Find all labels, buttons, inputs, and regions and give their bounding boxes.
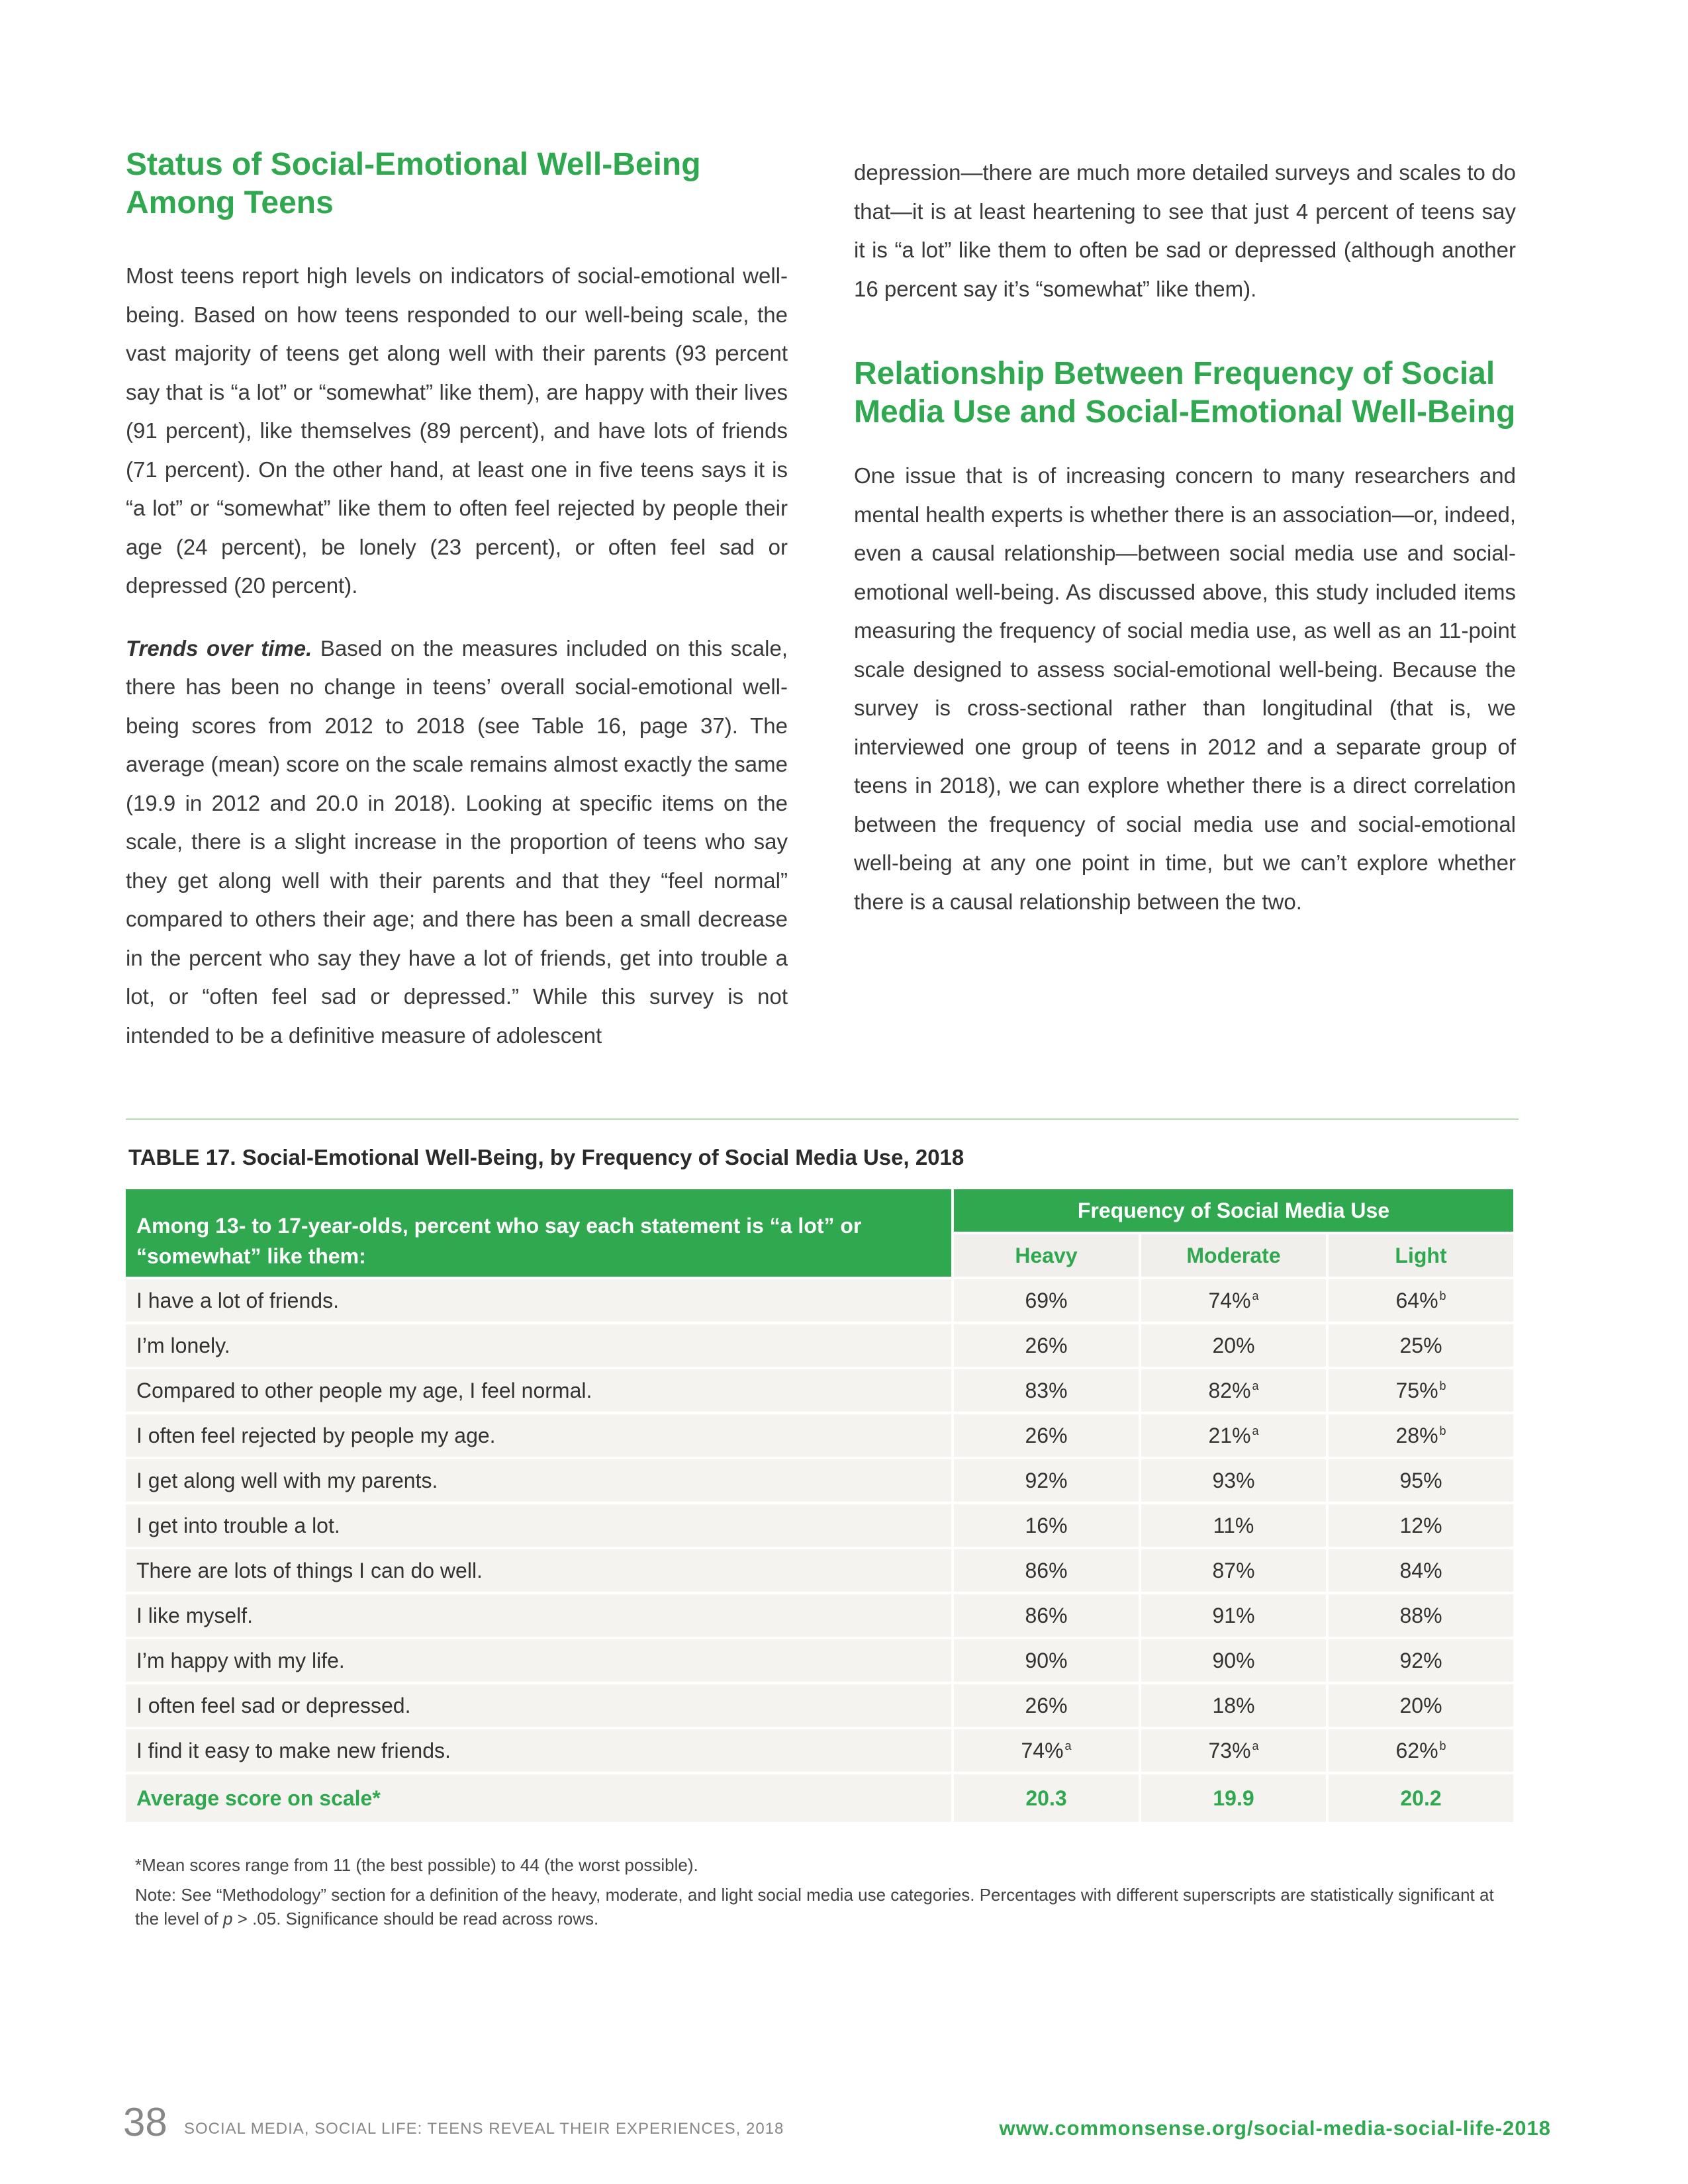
cell-moderate — [1141, 1549, 1326, 1592]
paragraph-depression: depression—there are much more detailed surveys and scales to do that—it is at least heartening to see that just 4 percent of teens say it is “a lot” like them to often be sad or depressed (although another 16 percent say it’s “somewhat” like them). — [854, 160, 1516, 301]
cell-value: 75% — [1395, 1378, 1438, 1402]
section-heading-status: Status of Social-Emotional Well-Being Among Teens — [126, 147, 701, 220]
cell-light — [1329, 1729, 1513, 1772]
table-row — [126, 1504, 1513, 1547]
row-label: I’m happy with my life. — [126, 1639, 951, 1682]
cell-value: 92% — [1399, 1648, 1442, 1672]
row-label: I find it easy to make new friends. — [126, 1729, 951, 1772]
table-row — [126, 1594, 1513, 1637]
cell-moderate — [1141, 1729, 1326, 1772]
average-row — [126, 1774, 1513, 1822]
significance-superscript: a — [1252, 1289, 1259, 1302]
cell-moderate — [1141, 1504, 1326, 1547]
paragraph-trends — [126, 629, 788, 1056]
cell-value: 20% — [1212, 1333, 1255, 1357]
row-label: Compared to other people my age, I feel normal. — [126, 1369, 951, 1412]
cell-heavy — [954, 1324, 1139, 1367]
cell-light — [1329, 1459, 1513, 1502]
note-p: p — [222, 1909, 233, 1929]
column-header-heavy: Heavy — [954, 1234, 1139, 1277]
cell-value: 28% — [1395, 1423, 1438, 1447]
table-row — [126, 1549, 1513, 1592]
section-divider — [126, 1118, 1519, 1120]
cell-moderate — [1141, 1414, 1326, 1457]
paragraph-status: Most teens report high levels on indicators of social-emotional well-being. Based on how teens responded to our well-being scale, the vast majority of teens get along well with their parents (93 percent say that is “a lot” or “somewhat” like them), are happy with their lives (91 percent), like themselves (89 percent), and have lots of friends (71 percent). On the other hand, at least one in five teens says it is “a lot” or “somewhat” like them to often feel rejected by people their age (24 percent), be lonely (23 percent), or often feel sad or depressed (20 percent). — [126, 263, 788, 598]
footer-url[interactable]: www.commonsense.org/social-media-social-life-2018 — [999, 2116, 1551, 2140]
cell-moderate — [1141, 1639, 1326, 1682]
table-row — [126, 1279, 1513, 1322]
table-row — [126, 1729, 1513, 1772]
note-text: Note: See “Methodology” section for a definition of the heavy, moderate, and light social media use categories. Percentages with different superscripts are statistically significant at the level of — [135, 1885, 1494, 1929]
significance-superscript: b — [1439, 1289, 1446, 1302]
row-label: There are lots of things I can do well. — [126, 1549, 951, 1592]
cell-light — [1329, 1549, 1513, 1592]
right-column — [854, 154, 1516, 945]
cell-value: 83% — [1025, 1378, 1068, 1402]
cell-value: 87% — [1212, 1558, 1255, 1582]
note-text-end: > .05. Significance should be read across rows. — [232, 1909, 599, 1929]
cell-value: 74% — [1208, 1288, 1251, 1312]
cell-value: 69% — [1025, 1288, 1068, 1312]
significance-superscript: a — [1252, 1379, 1259, 1392]
cell-heavy — [954, 1279, 1139, 1322]
row-label: I often feel rejected by people my age. — [126, 1414, 951, 1457]
average-label: Average score on scale* — [126, 1774, 951, 1822]
cell-value: 88% — [1399, 1603, 1442, 1627]
cell-heavy — [954, 1639, 1139, 1682]
left-column — [126, 146, 788, 1079]
average-heavy: 20.3 — [954, 1774, 1139, 1822]
table-row — [126, 1324, 1513, 1367]
cell-value: 12% — [1399, 1513, 1442, 1537]
footnote-note — [135, 1883, 1512, 1931]
cell-value: 16% — [1025, 1513, 1068, 1537]
cell-value: 82% — [1208, 1378, 1251, 1402]
significance-superscript: a — [1064, 1739, 1072, 1752]
cell-moderate — [1141, 1324, 1326, 1367]
running-title: SOCIAL MEDIA, SOCIAL LIFE: TEENS REVEAL THEIR EXPERIENCES, 2018 — [184, 2120, 784, 2138]
significance-superscript: b — [1439, 1739, 1446, 1752]
significance-superscript: a — [1252, 1424, 1259, 1437]
page-number: 38 — [123, 2100, 167, 2144]
cell-value: 86% — [1025, 1603, 1068, 1627]
cell-heavy — [954, 1369, 1139, 1412]
cell-value: 26% — [1025, 1693, 1068, 1717]
row-header: Among 13- to 17-year-olds, percent who say each statement is “a lot” or “somewhat” like them: — [126, 1189, 951, 1277]
cell-value: 26% — [1025, 1333, 1068, 1357]
significance-superscript: a — [1252, 1739, 1259, 1752]
table-title: TABLE 17. Social-Emotional Well-Being, by Frequency of Social Media Use, 2018 — [128, 1145, 964, 1169]
cell-moderate — [1141, 1594, 1326, 1637]
cell-light — [1329, 1684, 1513, 1727]
cell-value: 90% — [1212, 1648, 1255, 1672]
cell-light — [1329, 1504, 1513, 1547]
average-moderate: 19.9 — [1141, 1774, 1326, 1822]
cell-light — [1329, 1594, 1513, 1637]
column-header-moderate: Moderate — [1141, 1234, 1326, 1277]
cell-value: 93% — [1212, 1468, 1255, 1492]
cell-light — [1329, 1369, 1513, 1412]
cell-value: 91% — [1212, 1603, 1255, 1627]
cell-value: 62% — [1395, 1738, 1438, 1762]
row-label: I get into trouble a lot. — [126, 1504, 951, 1547]
row-label: I often feel sad or depressed. — [126, 1684, 951, 1727]
row-label: I like myself. — [126, 1594, 951, 1637]
row-label: I’m lonely. — [126, 1324, 951, 1367]
cell-heavy — [954, 1504, 1139, 1547]
cell-light — [1329, 1639, 1513, 1682]
significance-superscript: b — [1439, 1379, 1446, 1392]
cell-value: 86% — [1025, 1558, 1068, 1582]
cell-value: 21% — [1208, 1423, 1251, 1447]
paragraph-relationship: One issue that is of increasing concern to many researchers and mental health experts is whether there is an association—or, indeed, even a causal relationship—between social media use and social-emotional well-being. As discussed above, this study included items measuring the frequency of social media use, as well as an 11-point scale designed to assess social-emotional well-being. Because the survey is cross-sectional rather than longitudinal (that is, we interviewed one group of teens in 2012 and a separate group of teens in 2018), we can explore whether there is a direct correlation between the frequency of social media use and social-emotional well-being at any one point in time, but we can’t explore whether there is a causal relationship between the two. — [854, 463, 1516, 914]
cell-heavy — [954, 1729, 1139, 1772]
cell-moderate — [1141, 1369, 1326, 1412]
cell-moderate — [1141, 1684, 1326, 1727]
cell-value: 92% — [1025, 1468, 1068, 1492]
row-label: I have a lot of friends. — [126, 1279, 951, 1322]
data-table — [123, 1187, 1516, 1825]
cell-light — [1329, 1279, 1513, 1322]
table-row — [126, 1459, 1513, 1502]
average-light: 20.2 — [1329, 1774, 1513, 1822]
cell-value: 73% — [1208, 1738, 1251, 1762]
significance-superscript: b — [1439, 1424, 1446, 1437]
cell-value: 11% — [1213, 1513, 1254, 1537]
cell-heavy — [954, 1684, 1139, 1727]
footnote-mean: *Mean scores range from 11 (the best possible) to 44 (the worst possible). — [135, 1855, 698, 1875]
cell-value: 26% — [1025, 1423, 1068, 1447]
table-body — [126, 1279, 1513, 1822]
cell-heavy — [954, 1594, 1139, 1637]
table-row — [126, 1639, 1513, 1682]
cell-value: 20% — [1399, 1693, 1442, 1717]
cell-value: 95% — [1399, 1468, 1442, 1492]
cell-heavy — [954, 1549, 1139, 1592]
cell-moderate — [1141, 1279, 1326, 1322]
cell-moderate — [1141, 1459, 1326, 1502]
cell-light — [1329, 1324, 1513, 1367]
table-row — [126, 1369, 1513, 1412]
cell-value: 74% — [1021, 1738, 1064, 1762]
cell-value: 90% — [1025, 1648, 1068, 1672]
row-label: I get along well with my parents. — [126, 1459, 951, 1502]
cell-heavy — [954, 1414, 1139, 1457]
table-row — [126, 1414, 1513, 1457]
cell-light — [1329, 1414, 1513, 1457]
cell-value: 84% — [1399, 1558, 1442, 1582]
table-row — [126, 1684, 1513, 1727]
section-heading-relationship: Relationship Between Frequency of Social Media Use and Social-Emotional Well-Being — [854, 356, 1516, 430]
trends-lead: Trends over time. — [126, 635, 312, 660]
cell-value: 25% — [1399, 1333, 1442, 1357]
trends-text: Based on the measures included on this scale, there has been no change in teens’ overall social-emotional well-being scores from 2012 to 2018 (see Table 16, page 37). The average (mean) score on the scale remains almost exactly the same (19.9 in 2012 and 20.0 in 2018). Looking at specific items on the scale, there is a slight increase in the proportion of teens who say they get along well with their parents and that they “feel normal” compared to others their age; and there has been a small decrease in the percent who say they have a lot of friends, get into trouble a lot, or “often feel sad or depressed.” While this survey is not intended to be a definitive measure of adolescent — [126, 635, 788, 1048]
cell-heavy — [954, 1459, 1139, 1502]
cell-value: 18% — [1212, 1693, 1255, 1717]
group-header: Frequency of Social Media Use — [954, 1189, 1513, 1232]
cell-value: 64% — [1395, 1288, 1438, 1312]
column-header-light: Light — [1329, 1234, 1513, 1277]
